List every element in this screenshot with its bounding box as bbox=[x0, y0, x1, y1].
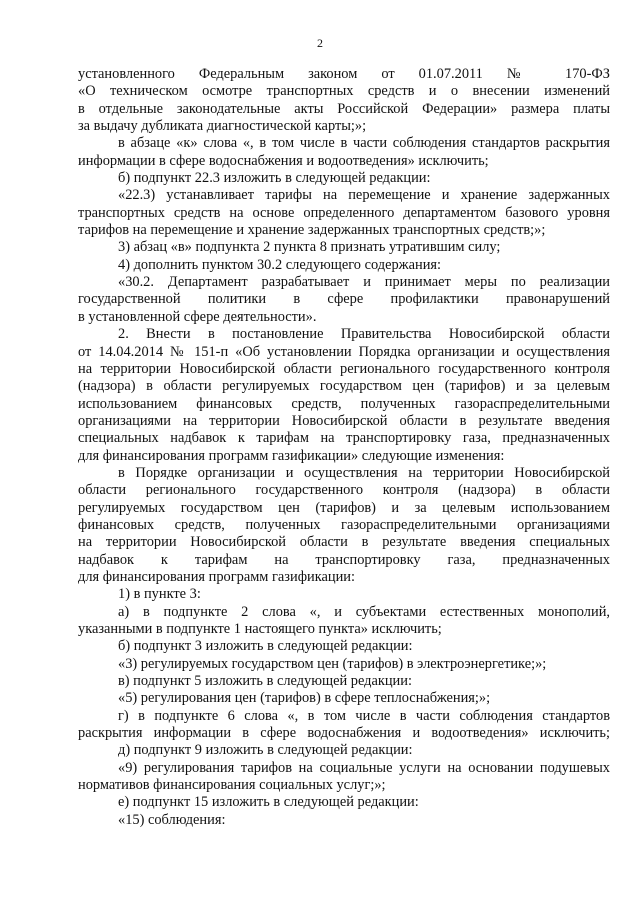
text-line: 1) в пункте 3: bbox=[118, 586, 201, 603]
text-line: финансовых средств, полученных газораспределительными организациями bbox=[78, 516, 610, 533]
text-line: 4) дополнить пунктом 30.2 следующего содержания: bbox=[118, 256, 442, 273]
text-line: информации в сфере водоснабжения и водоотведения» исключить; bbox=[78, 152, 489, 169]
text-line: нормативов финансирования социальных услуг;»; bbox=[78, 777, 386, 794]
text-line: б) подпункт 22.3 изложить в следующей редакции: bbox=[118, 170, 431, 187]
text-line: указанными в подпункте 1 настоящего пункта» исключить; bbox=[78, 621, 442, 637]
text-line: специальных надбавок к тарифам на транспортировку газа, предназначенных bbox=[78, 430, 610, 447]
text-line: «30.2. Департамент разрабатывает и принимает меры по реализации bbox=[118, 274, 610, 291]
text-line: на территории Новосибирской области в результате введения специальных bbox=[78, 534, 610, 551]
text-line: «22.3) устанавливает тарифы на перемещение и хранение задержанных bbox=[118, 187, 610, 204]
text-line: в абзаце «к» слова «, в том числе в части соблюдения стандартов раскрытия bbox=[118, 135, 610, 152]
text-line: для финансирования программ газификации» следующие изменения: bbox=[78, 447, 505, 464]
text-line: в установленной сфере деятельности». bbox=[78, 308, 317, 325]
text-line: установленного Федеральным законом от 01.07.2011 № 170-ФЗ bbox=[78, 66, 610, 82]
text-line: государственной политики в сфере профилактики правонарушений bbox=[78, 291, 610, 308]
text-line: «О техническом осмотре транспортных средств и о внесении изменений bbox=[78, 83, 610, 100]
text-line: области регионального государственного контроля (надзора) в области bbox=[78, 482, 610, 499]
text-line: регулируемых государством цен (тарифов) и за целевым использованием bbox=[78, 499, 610, 516]
page-number: 2 bbox=[317, 36, 323, 50]
text-line: д) подпункт 9 изложить в следующей редакции: bbox=[118, 742, 413, 759]
text-line: а) в подпункте 2 слова «, и субъектами естественных монополий, bbox=[118, 603, 610, 620]
text-line: транспортных средств на основе определенного департаментом базового уровня bbox=[78, 204, 610, 221]
text-line: организациями на территории Новосибирской области в результате введения bbox=[78, 412, 610, 429]
text-line: «5) регулирования цен (тарифов) в сфере теплоснабжения;»; bbox=[118, 690, 491, 707]
text-line: в) подпункт 5 изложить в следующей редакции: bbox=[118, 673, 412, 690]
text-line: «3) регулируемых государством цен (тарифов) в электроэнергетике;»; bbox=[118, 655, 547, 672]
text-line: на территории Новосибирской области регионального государственного контроля bbox=[78, 360, 610, 377]
text-line: от 14.04.2014 № 151-п «Об установлении Порядка организации и осуществления bbox=[78, 343, 610, 360]
text-line: 2. Внести в постановление Правительства Новосибирской области bbox=[118, 326, 610, 343]
text-line: за выдачу дубликата диагностической карты;»; bbox=[78, 118, 367, 135]
text-line: для финансирования программ газификации: bbox=[78, 568, 355, 585]
text-line: (надзора) в области регулируемых государством цен (тарифов) и за целевым bbox=[78, 378, 610, 395]
text-line: «9) регулирования тарифов на социальные услуги на основании подушевых bbox=[118, 759, 610, 776]
text-line: г) в подпункте 6 слова «, в том числе в части соблюдения стандартов bbox=[118, 707, 610, 724]
text-line: раскрытия информации в сфере водоснабжения и водоотведения» исключить; bbox=[78, 725, 610, 742]
text-line: 3) абзац «в» подпункта 2 пункта 8 признать утратившим силу; bbox=[118, 239, 501, 256]
text-line: е) подпункт 15 изложить в следующей редакции: bbox=[118, 794, 419, 811]
text-line: «15) соблюдения: bbox=[118, 811, 226, 828]
text-line: в Порядке организации и осуществления на территории Новосибирской bbox=[118, 464, 610, 481]
document-body bbox=[78, 66, 610, 829]
text-line: тарифов на перемещение и хранение задержанных транспортных средств;»; bbox=[78, 222, 546, 239]
text-line: в отдельные законодательные акты Российской Федерации» размера платы bbox=[78, 100, 610, 117]
text-line: надбавок к тарифам на транспортировку газа, предназначенных bbox=[78, 551, 610, 568]
text-line: использованием финансовых средств, полученных газораспределительными bbox=[78, 395, 610, 412]
text-line: б) подпункт 3 изложить в следующей редакции: bbox=[118, 638, 413, 655]
